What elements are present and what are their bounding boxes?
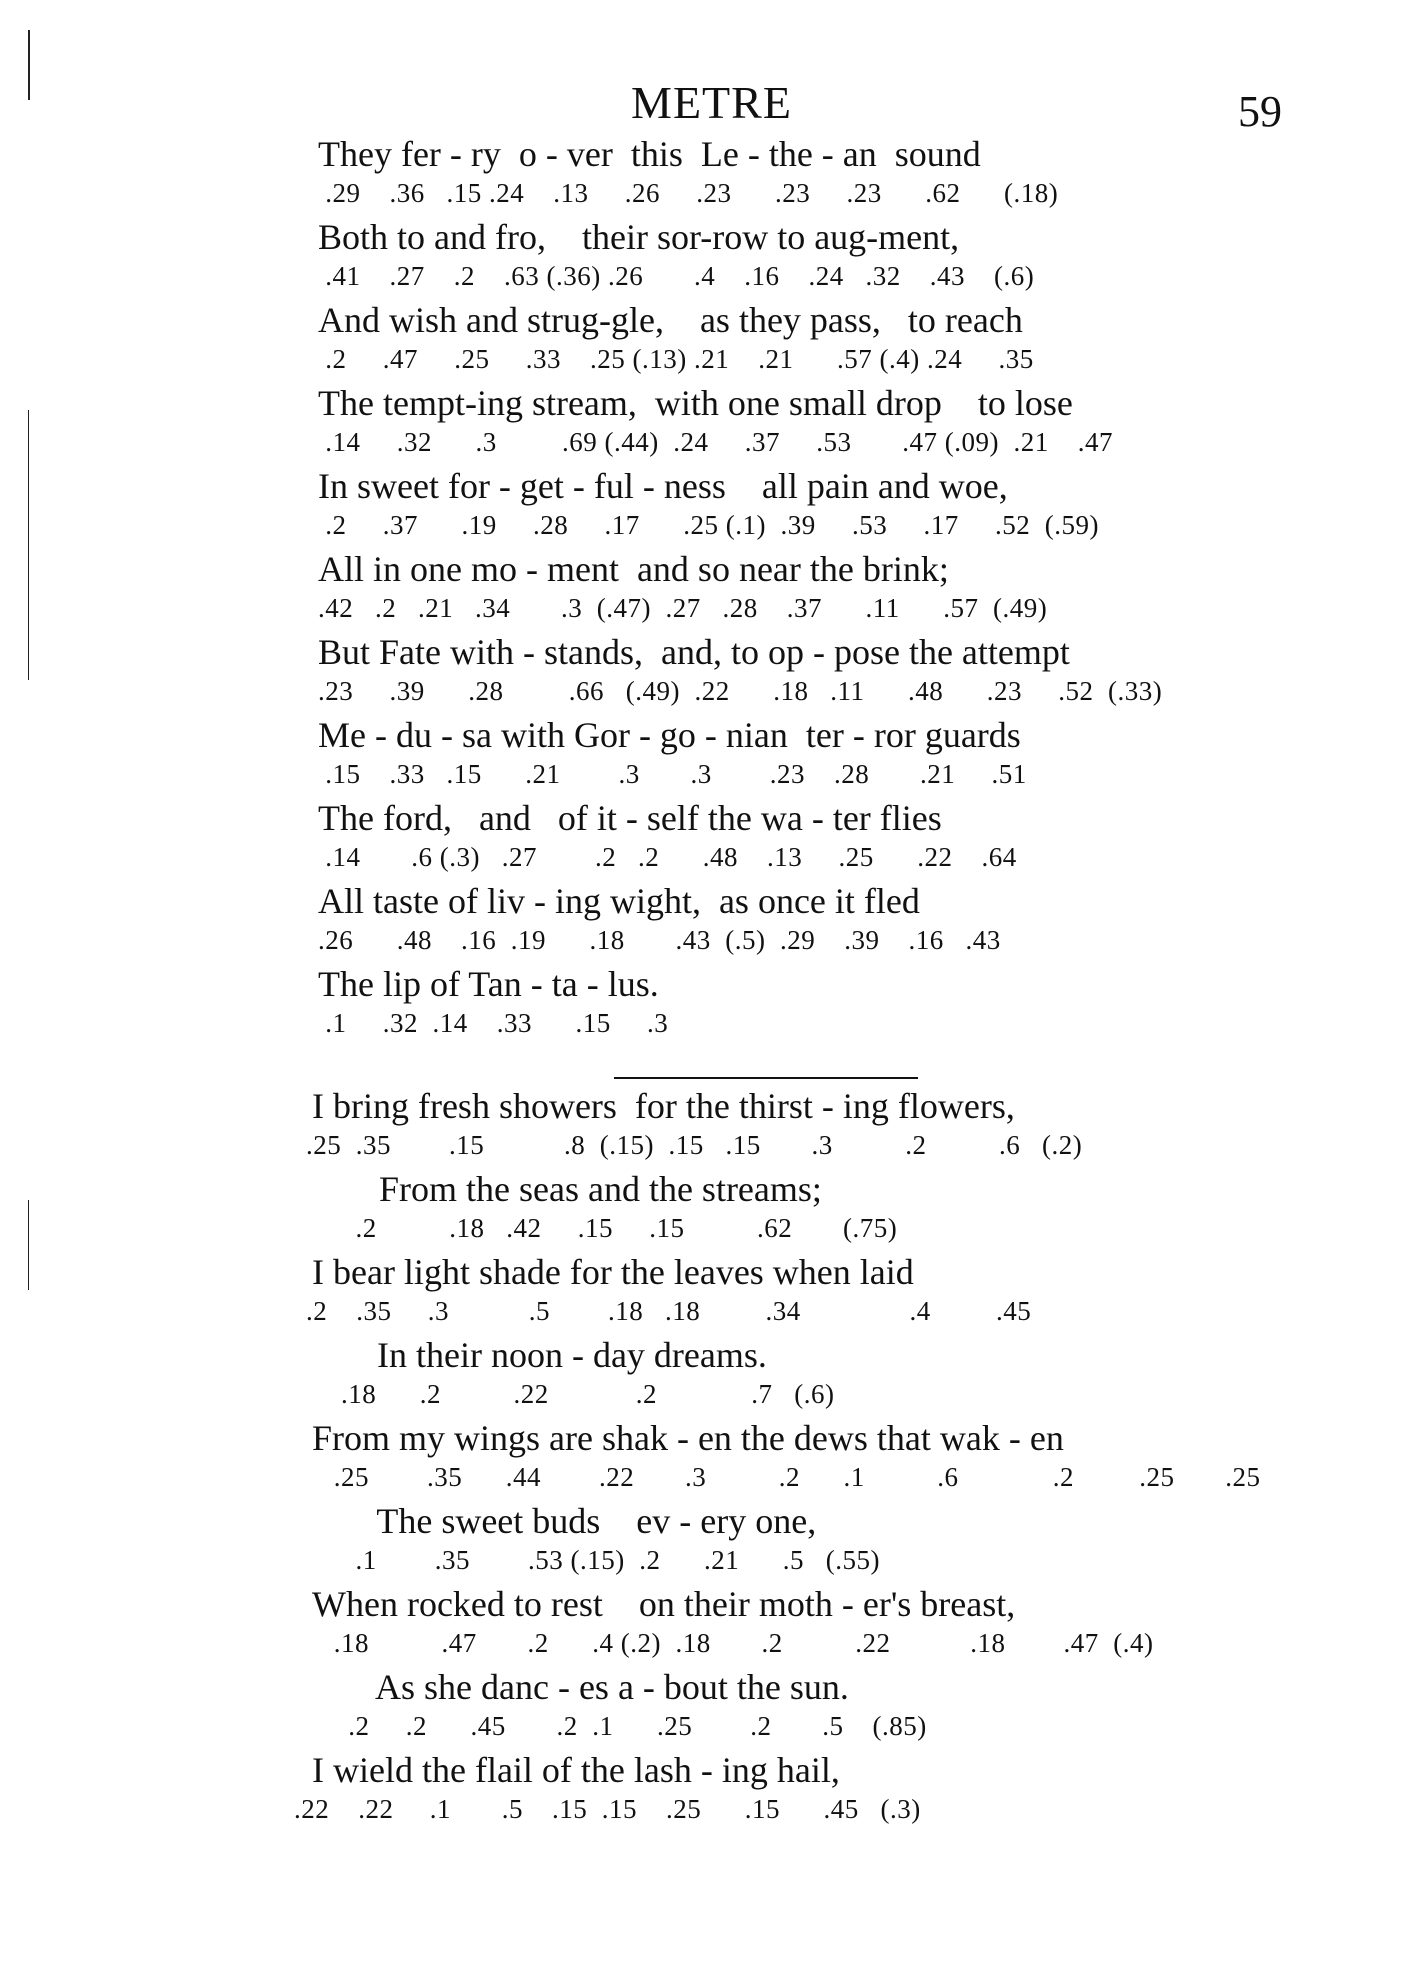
verse-line: All taste of liv - ing wight, as once it fled — [318, 881, 920, 921]
verse-line: In their noon - day dreams. — [350, 1335, 767, 1375]
stress-values: .26 .48 .16 .19 .18 .43 (.5) .29 .39 .16 .43 — [318, 925, 1001, 955]
verse-line: The lip of Tan - ta - lus. — [318, 964, 659, 1004]
section-divider — [614, 1077, 918, 1079]
page-number: 59 — [1238, 87, 1282, 136]
verse-line: They fer - ry o - ver this Le - the - an sound — [318, 134, 981, 174]
stress-values: .15 .33 .15 .21 .3 .3 .23 .28 .21 .51 — [318, 759, 1027, 789]
scan-margin-mark — [28, 520, 29, 680]
verse-line: All in one mo - ment and so near the brink; — [318, 549, 949, 589]
verse-line: When rocked to rest on their moth - er's breast, — [312, 1584, 1016, 1624]
verse-line: The sweet buds ev - ery one, — [350, 1501, 817, 1541]
verse-line: In sweet for - get - ful - ness all pain and woe, — [318, 466, 1008, 506]
stress-values: .1 .35 .53 (.15) .2 .21 .5 (.55) — [312, 1545, 880, 1575]
stress-values: .2 .35 .3 .5 .18 .18 .34 .4 .45 — [306, 1296, 1032, 1326]
scan-margin-mark — [28, 410, 29, 530]
stress-values: .25 .35 .15 .8 (.15) .15 .15 .3 .2 .6 (.2) — [306, 1130, 1083, 1160]
stress-values: .1 .32 .14 .33 .15 .3 — [318, 1008, 669, 1038]
stress-values: .2 .2 .45 .2 .1 .25 .2 .5 (.85) — [312, 1711, 927, 1741]
stress-values: .18 .47 .2 .4 (.2) .18 .2 .22 .18 .47 (.4) — [312, 1628, 1154, 1658]
verse-line: Both to and fro, their sor-row to aug-ment, — [318, 217, 960, 257]
stress-values: .42 .2 .21 .34 .3 (.47) .27 .28 .37 .11 .57 (.49) — [318, 593, 1048, 623]
scan-margin-mark — [28, 1200, 29, 1290]
verse-line: I bear light shade for the leaves when laid — [312, 1252, 914, 1292]
verse-line: As she danc - es a - bout the sun. — [350, 1667, 849, 1707]
stress-values: .41 .27 .2 .63 (.36) .26 .4 .16 .24 .32 .43 (.6) — [318, 261, 1035, 291]
running-head: METRE — [631, 77, 792, 128]
verse-line: And wish and strug-gle, as they pass, to reach — [318, 300, 1023, 340]
stress-values: .14 .6 (.3) .27 .2 .2 .48 .13 .25 .22 .64 — [318, 842, 1017, 872]
stress-values: .25 .35 .44 .22 .3 .2 .1 .6 .2 .25 .25 — [312, 1462, 1261, 1492]
verse-line: But Fate with - stands, and, to op - pose the attempt — [318, 632, 1070, 672]
stress-values: .29 .36 .15 .24 .13 .26 .23 .23 .23 .62 (.18) — [318, 178, 1059, 208]
stress-values: .2 .37 .19 .28 .17 .25 (.1) .39 .53 .17 .52 (.59) — [318, 510, 1099, 540]
verse-line: Me - du - sa with Gor - go - nian ter - ror guards — [318, 715, 1021, 755]
scan-margin-mark — [28, 30, 30, 100]
verse-line: The tempt-ing stream, with one small drop to lose — [318, 383, 1073, 423]
stress-values: .2 .18 .42 .15 .15 .62 (.75) — [312, 1213, 898, 1243]
verse-line: I bring fresh showers for the thirst - ing flowers, — [312, 1086, 1015, 1126]
stress-values: .14 .32 .3 .69 (.44) .24 .37 .53 .47 (.09) .21 .47 — [318, 427, 1113, 457]
stress-values: .2 .47 .25 .33 .25 (.13) .21 .21 .57 (.4) .24 .35 — [318, 344, 1034, 374]
stress-values: .23 .39 .28 .66 (.49) .22 .18 .11 .48 .23 .52 (.33) — [318, 676, 1163, 706]
verse-line: The ford, and of it - self the wa - ter flies — [318, 798, 942, 838]
verse-line: I wield the flail of the lash - ing hail, — [312, 1750, 840, 1790]
stress-values: .18 .2 .22 .2 .7 (.6) — [312, 1379, 835, 1409]
verse-line: From my wings are shak - en the dews that wak - en — [312, 1418, 1064, 1458]
stress-values: .22 .22 .1 .5 .15 .15 .25 .15 .45 (.3) — [294, 1794, 921, 1824]
verse-line: From the seas and the streams; — [352, 1169, 822, 1209]
